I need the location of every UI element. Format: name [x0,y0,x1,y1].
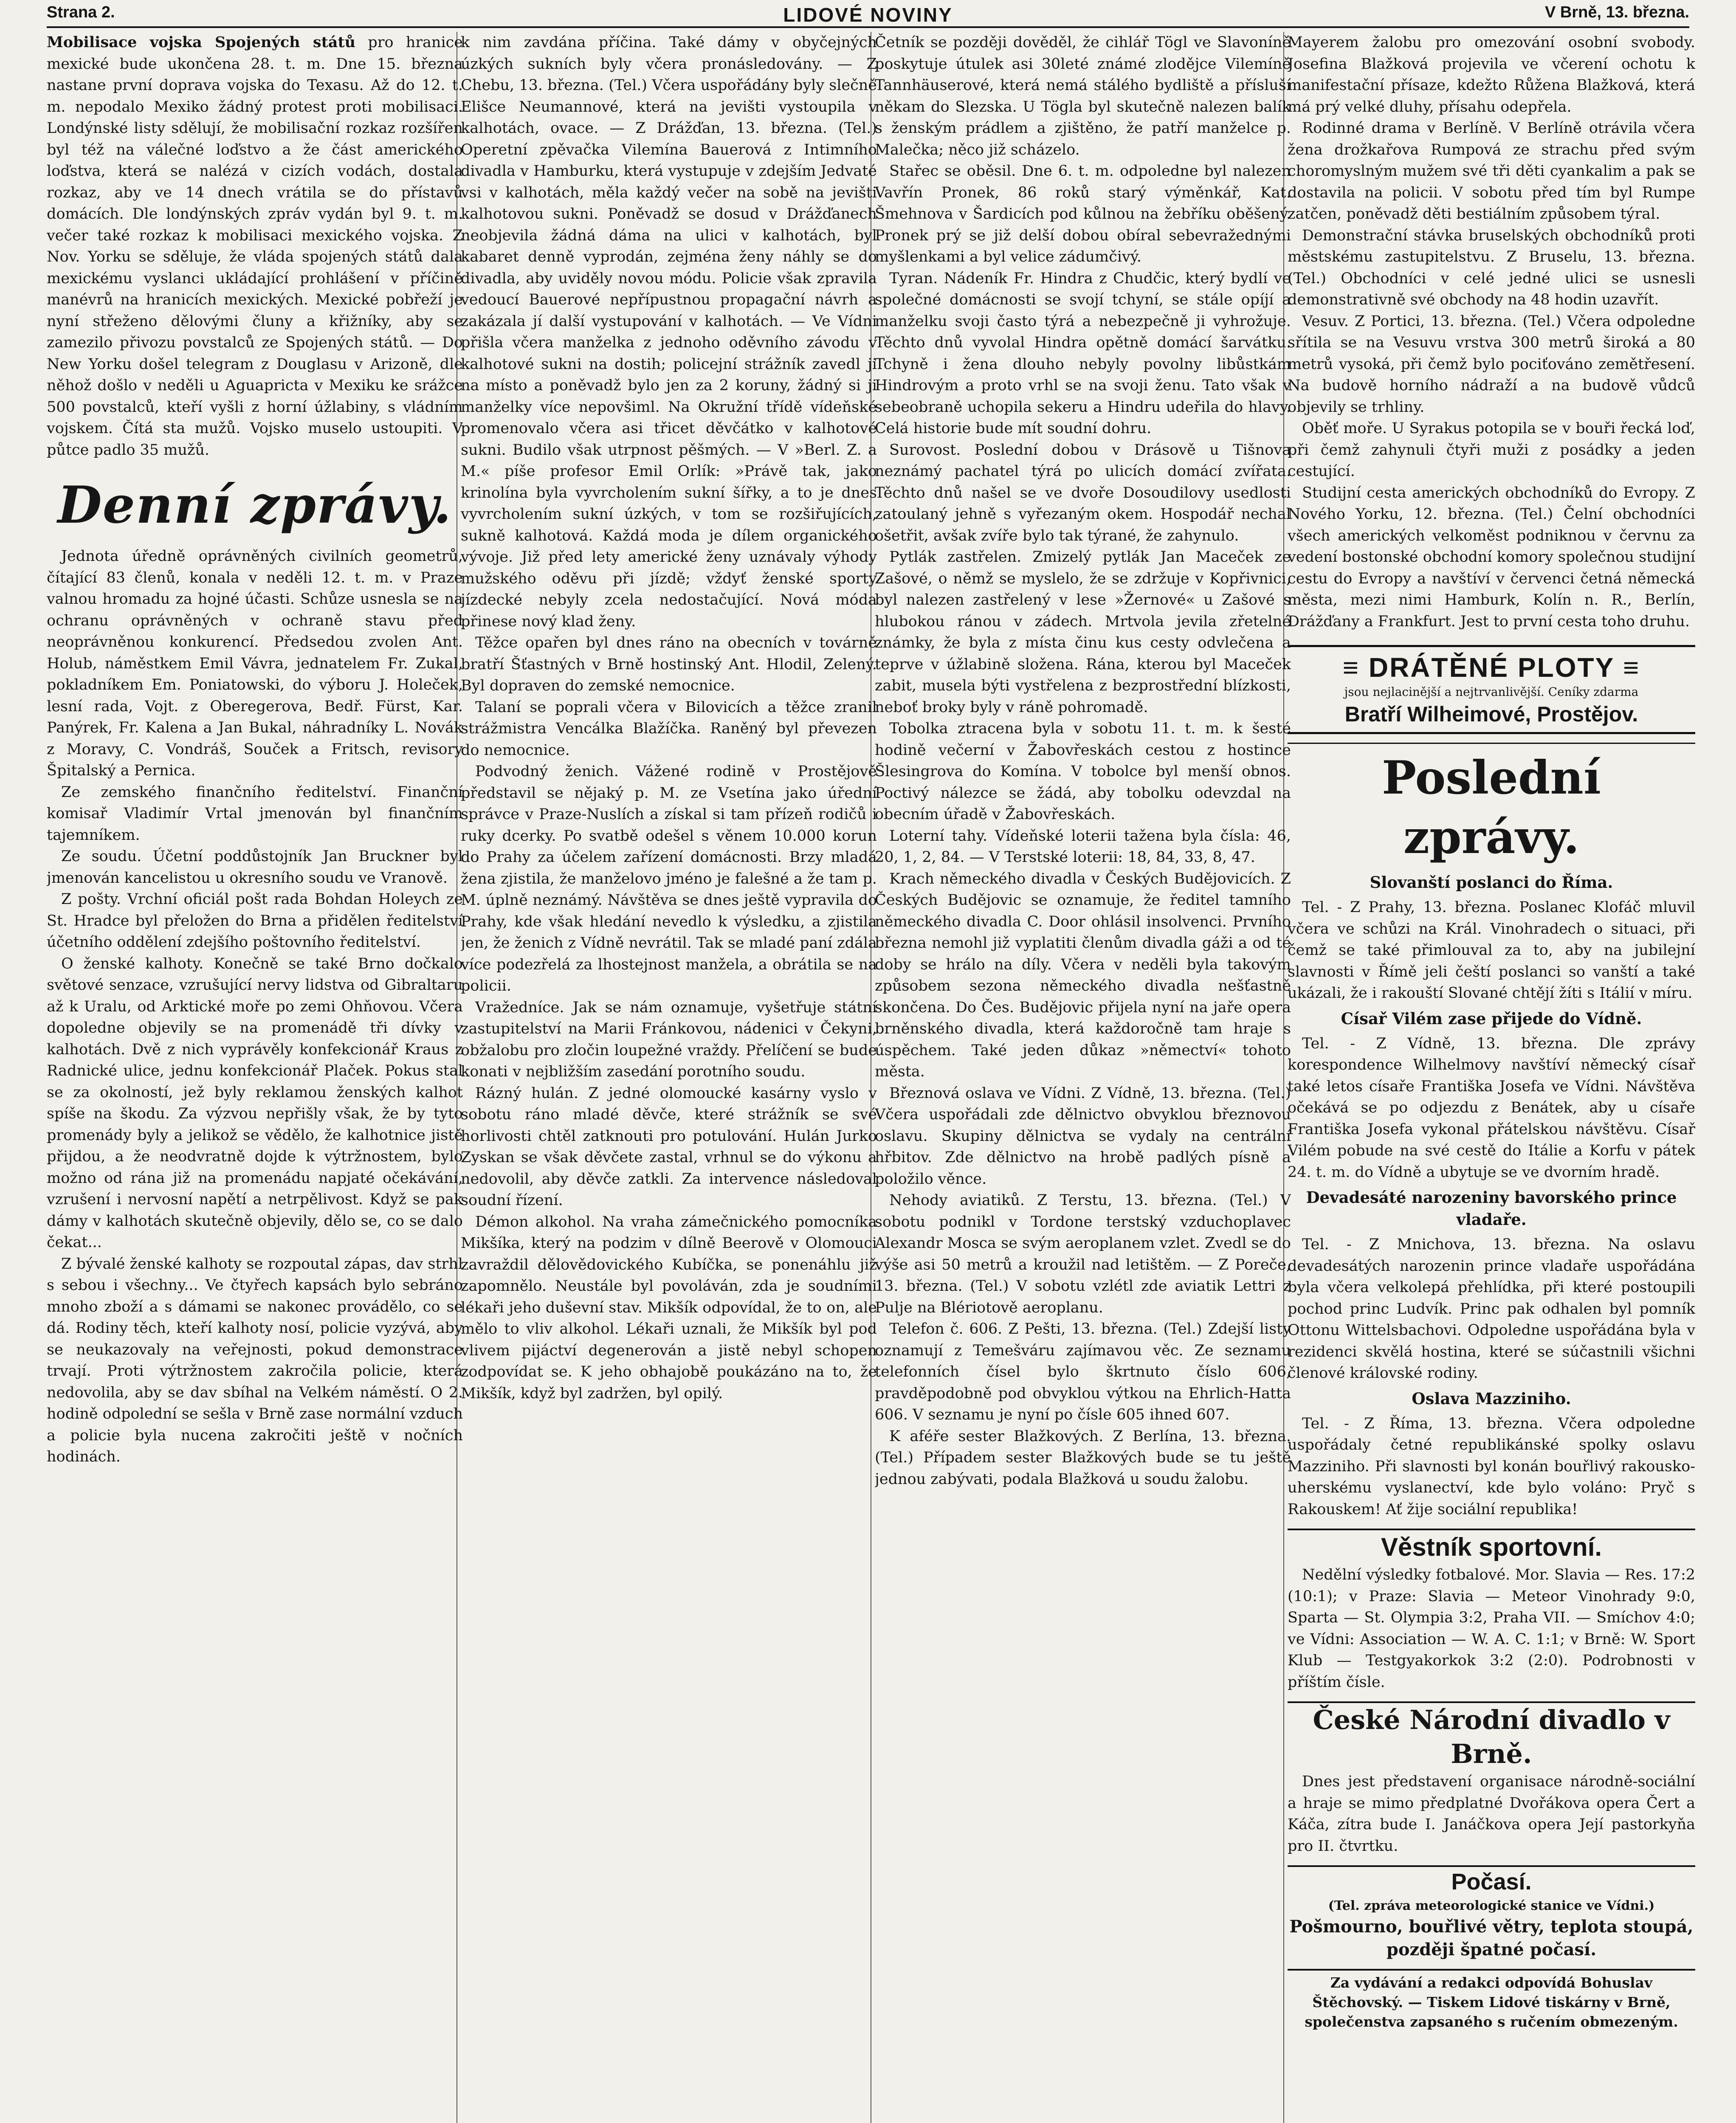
article-text: Démon alkohol. Na vraha zámečnického pomocníka Mikšíka, který na podzim v dílně Beerově v Olomouci zavraždil dělovědovického Kubíčka, se ponenáhlu již zapomnělo. Neustále byl povoláván, zda je soudními lékaři jeho duševní stav. Mikšík odpovídal, že to on, ale mělo to vliv alkohol. Lékaři uznali, že Mikšík byl pod vlivem pijáctví degenerován a jistě nebyl schopen zodpovídat se. K jeho obhajobě poukázáno na to, že Mikšík, když byl zadržen, byl opilý. [461,1213,877,1402]
ad-firm: Bratří Wilheimové, Prostějov. [1344,702,1638,726]
article-text: Demonstrační stávka bruselských obchodníků proti městskému zastupitelstvu. Z Bruselu, 13. března. (Tel.) Obchodníci v celé jedné ulici se usnesli demonstrativně své obchody na 48 hodin uzavřít. [1288,227,1695,308]
article-text: Rodinné drama v Berlíně. V Berlíně otrávila včera žena drožkařova Rumpová ze strachu před svým choromyslným mužem své tři děti cyankalim a pak se dostavila na policii. V sobotu před tím byl Rumpe zatčen, poněvadž děti bestiálním způsobem týral. [1288,120,1695,222]
article-text: Oběť moře. U Syrakus potopila se v bouři řecká loď, při čemž zahynuli čtyři muži z posádky a jeden cestující. [1288,420,1695,480]
advertisement-wire-fences [1288,645,1695,734]
news-headline: Slovanští poslanci do Říma. [1370,873,1613,892]
article-text: Rázný hulán. Z jedné olomoucké kasárny vyslo v sobotu ráno mladé děvče, které strážník se své horlivosti chtěl zatknouti pro potulování. Hulán Jurko Zyskan se však děvčete zastal, vrhnul se do výkonu a nedovolil, aby děvče zatkli. Za intervence následoval soudní řízení. [461,1084,877,1209]
article-text: Studijní cesta amerických obchodníků do Evropy. Z Nového Yorku, 12. března. (Tel.) Čelní obchodníci všech amerických velkoměst podniknou v červnu za vedení bostonské obchodní komory společnou studijní cestu do Evropy a navštíví v červenci četná německá města, mezi nimi Hamburk, Kolín n. R., Berlín, Drážďany a Frankfurt. Jest to první cesta toho druhu. [1288,484,1695,630]
news-headline: Císař Vilém zase přijede do Vídně. [1341,1009,1642,1028]
article-text: Z bývalé ženské kalhoty se rozpoutal zápas, dav strhl s sebou i všechny... Ve čtyřech kapsách bylo sebráno mnoho zboží a s dámami se nakonec provádělo, co se dá. Rodiny těch, kteří kalhoty nosí, policie vyzývá, aby se neukazovaly na veřejnosti, pokud demonstrace trvají. Proti výtržnostem zakročila policie, která nedovolila, aby se dav sbíhal na Velkém náměstí. O 2. hodině odpolední se sešla v Brně zase normální vzduch a policie byla nucena zakročiti ještě v nočních hodinách. [47,1255,463,1465]
column-2 [461,32,877,2123]
ad-title: ≡ DRÁTĚNÉ PLOTY ≡ [1342,652,1640,683]
section-title-weather: Počasí. [1288,1865,1695,1897]
article-text: Telefon č. 606. Z Pešti, 13. března. (Tel.) Zdejší listy oznamují z Temešváru zajímavou věc. Ze seznamu telefonních čísel bylo škrtnuto číslo 606, pravděpodobně pod obvyklou výtkou na Ehrlich-Hatta 606. V seznamu je nyní po čísle 605 ihned 607. [875,1321,1291,1423]
article-text: Jednota úředně oprávněných civilních geometrů, čítající 83 členů, konala v neděli 12. t. m. v Praze valnou hromadu za hojné účasti. Schůze usnesla se na ochranu oprávněných v ochraně stavu před neoprávněnou konkurencí. Předsedou zvolen Ant. Holub, náměstkem Emil Vávra, jednatelem Fr. Zukal, pokladníkem Em. Poniatowski, do výboru J. Holeček, lesní rada, Vojt. z Oberegerova, Bedř. Fürst, Kar. Panýrek, Fr. Kalena a Jan Bukal, náhradníky L. Novák z Moravy, C. Vondráš, Souček a Fritsch, revisory Špitalský a Pernica. [47,548,463,779]
article-text: Ze zemského finančního ředitelství. Finanční komisař Vladimír Vrtal jmenován byl finančním tajemníkem. [47,783,463,844]
section-title-denni-zpravy: Denní zprávy. [57,475,452,535]
imprint: Za vydávání a redakci odpovídá Bohuslav Štěchovský. — Tiskem Lidové tiskárny v Brně, společenstva zapsaného s ručením obmezeným. [1288,1969,1695,2032]
article-text: Tel. - Z Říma, 13. března. Včera odpoledne uspořádaly četné republikánské spolky oslavu Mazziniho. Při slavnosti byl konán bouřlivý rakousko-uherskému vyslanectví, kde bylo voláno: Pryč s Rakouskem! Ať žije sociální republika! [1288,1415,1695,1518]
article-text: Tyran. Nádeník Fr. Hindra z Chudčic, který bydlí ve společné domácnosti se svojí tchyní, se stále opíjí a manželku svoji často týrá a nebezpečně ji vyhrožuje. Těchto dnů vyvolal Hindra opětně domácí šarvátku. Tchyně i žena dlouho nebyly povolny libůstkám Hindrovým a proto vrhl se na svoji ženu. Tato však v sebeobraně uchopila sekeru a Hindru udeřila do hlavy. Celá historie bude mít soudní dohru. [875,270,1291,437]
article-text: Nedělní výsledky fotbalové. Mor. Slavia — Res. 17:2 (10:1); v Praze: Slavia — Meteor Vinohrady 9:0, Sparta — St. Olympia 3:2, Praha VII. — Smíchov 4:0; ve Vídni: Association — W. A. C. 1:1; v Brně: W. Sport Klub — Testgyakorkok 3:2 (2:0). Podrobnosti v příštím čísle. [1288,1566,1695,1691]
article-text: Nehody aviatiků. Z Terstu, 13. března. (Tel.) V sobotu podnikl v Tordone terstský vzduchoplavec Alexandr Mosca se svým aeroplanem vzlet. Zvedl se do výše asi 50 metrů a kroužil nad letištěm. — Z Poreče, 13. března. (Tel.) V sobotu vzlétl zde aviatik Lettri z Pulje na Blériotově aeroplanu. [875,1192,1291,1316]
article-text: Dnes jest představení organisace národně-sociální a hraje se mimo předplatné Dvořákova opera Čert a Káča, zítra bude I. Janáčkova opera Její pastorkyňa pro II. čtvrtku. [1288,1773,1695,1855]
article-text: Těžce opařen byl dnes ráno na obecních v továrně bratří Šťastných v Brně hostinský Ant. Hlodil, Zelený. Byl dopraven do zemské nemocnice. [461,634,877,694]
article-text: Pytlák zastřelen. Zmizelý pytlák Jan Maceček ze Zašové, o němž se myslelo, že se zdržuje v Kopřivnici, byl nalezen zastřelený v lese »Žernové« u Zašové s hlubokou ránou v zádech. Mrtvola jevila zřetelné známky, že byla z místa činu kus cesty odvlečena a teprve v úžlabině složena. Rána, kterou byl Maceček zabit, musela býti vystřelena z bezprostřední blízkosti, neboť broky byly v ráně pohromadě. [875,549,1291,716]
page-number: Strana 2. [47,3,115,21]
header-rule [47,26,1689,28]
column-1 [47,32,463,2123]
article-text: Březnová oslava ve Vídni. Z Vídně, 13. března. (Tel.) Včera uspořádali zde dělnictvo obvyklou březnovou oslavu. Skupiny dělnictva se vydaly na centrální hřbitov. Zde dělnictvo na hrobě padlých písně a položilo věnce. [875,1084,1291,1188]
article-text: Ze soudu. Účetní poddůstojník Jan Bruckner byl jmenován kancelistou u okresního soudu ve Vranově. [47,848,463,887]
article-text: K aféře sester Blažkových. Z Berlína, 13. března. (Tel.) Případem sester Blažkových bude se tu ještě jednou zabývati, podala Blažková u soudu žalobu. [875,1428,1291,1488]
article-text: Tel. - Z Vídně, 13. března. Dle zprávy korespondence Wilhelmovy navštíví německý císař také letos císaře Františka Josefa ve Vídni. Návštěva očekává se po odjezdu z Benátek, aby u císaře Františka Josefa vykonal přátelskou návštěvu. Císař Vilém pobude na své cestě do Itálie a Korfu v pátek 24. t. m. do Vídně a ubytuje se ve dvorním hradě. [1288,1035,1695,1181]
article-text: k nim zavdána příčina. Také dámy v obyčejných úzkých sukních byly včera pronásledovány. — Z Chebu, 13. března. (Tel.) Včera uspořádány byly slečně Elišce Neumannové, která na jevišti vystoupila v kalhotách, ovace. — Z Drážďan, 13. března. (Tel.) Operetní zpěvačka Vilemína Bauerová z Intimního divadla v Hamburku, která vystupuje v zdejším Jedvaté vsi v kalhotách, měla každý večer na sobě na jevišti kalhotovou sukni. Poněvadž se dosud v Drážďanech neobjevila žádná dáma na ulici v kalhotách, byl kabaret denně vyprodán, zejména ženy náhly se do divadla, aby uviděly novou módu. Policie však zpravila vedoucí Bauerové nepřípustnou propagační návrh a zakázala jí další vystupování v kalhotách. — Ve Vídni přišla včera manželka z jednoho oděvního závodu v kalhotové sukni na dostih; policejní strážník zavedl ji na místo a poněvadž bylo jen za 2 koruny, žádný si ji manželky více nepovšiml. Na Okružní třídě vídeňské promenovalo včera asi třicet děvčátko v kalhotové sukni. Budilo však utrpnost pěšmých. — V »Berl. Z. a M.« píše profesor Emil Orlík: »Právě tak, jako krinolína byla vyvrcholením sukní šířky, a to je dnes vyvrcholením sukní úzkých, v tom se rozšiřujících, sukně kalhotová. Každá moda je dílem organického vývoje. Již před lety americké ženy uznávaly výhody mužského oděvu při jízdě; vždyť ženské sporty jízdecké nebyly zcela nedostačující. Nová móda přinese nový klad ženy. [461,34,877,630]
article-text: Z pošty. Vrchní oficiál pošt rada Bohdan Holeych ze St. Hradce byl přeložen do Brna a přidělen ředitelství účetního oddělení zdejšího poštovního ředitelství. [47,891,463,951]
article-text: Vesuv. Z Portici, 13. března. (Tel.) Včera odpoledne sřítila se na Vesuvu vrstva 300 metrů široká a 80 metrů vysoká, při čemž bylo pociťováno zemětřesení. Na budově horního nádraží a na budově vůdců objevily se trhliny. [1288,313,1695,416]
article-text: Surovost. Poslední dobou v Drásově u Tišnova neznámý pachatel týrá po ulicích domácí zvířata. Těchto dnů našel se ve dvoře Dosoudilovy usedlosti zatoulaný jehně s vyřezaným okem. Hospodář nechal ošetřit, avšak zvíře bylo tak týrané, že zahynulo. [875,441,1291,544]
section-title-posledni-zpravy: Poslední zprávy. [1288,743,1695,867]
article-text: Tel. - Z Mnichova, 13. března. Na oslavu devadesátých narozenin prince vladaře uspořádána byla včera velkolepá přehlídka, při které postoupili pochod princ Ludvík. Princ pak odhalen byl pomník Ottonu Wittelsbachovi. Odpoledne uspořádána byla v rezidenci skvělá hostina, které se súčastnili všichni členové královské rodiny. [1288,1236,1695,1382]
column-4 [1288,32,1695,2123]
article-text: Mayerem žalobu pro omezování osobní svobody. Josefina Blažková projevila ve včerení ochotu k manifestační přísaze, kdežto Růžena Blažková, která má prý velké dluhy, přísahu odepřela. [1288,34,1695,115]
article-text: O ženské kalhoty. Konečně se také Brno dočkalo světové senzace, vzrušující nervy lidstva od Gibraltaru až k Uralu, od Arktické moře po zemi Ohňovou. Včera dopoledne objevily se na promenádě tři dívky v kalhotách. Dvě z nich vyprávěly konfekcionář Kraus z Radnické ulice, jednu konfekcionář Plaček. Pokus stal se za okolností, jež byly reklamou ženských kalhot spíše na škodu. Za výzvou nepřišly však, že by tyto promenády byly a jelikož se vědělo, že kalhotnice jistě přijdou, a že neodvratně dojde k výtržnostem, bylo možno od rána již na promenádu napjaté očekávání, vzrušení i nervosní napětí a netrpělivost. Když se pak dámy v kalhotách skutečně objevily, dělo se, co se dalo čekat... [47,955,463,1251]
article-text: pro hranice mexické bude ukončena 28. t. m. Dne 15. března nastane první doprava vojska do Texasu. Až do 12. t. m. nepodalo Mexiko žádný protest proti mobilisaci. Londýnské listy sdělují, že mobilisační rozkaz rozšířen byl též na válečné loďstvo a že část amerického loďstva, která se nalézá v cizích vodách, dostala rozkaz, aby ve 14 dnech vrátila se do přístavů domácích. Dle londýnských zpráv vydán byl 9. t. m. večer také rozkaz k mobilisaci mexického vojska. Z Nov. Yorku se sděluje, že vláda spojených států dala mexickému vyslanci ukládající prohlášení v příčině manévrů na hranicích mexických. Mexické pobřeží je nyní střeženo dělovými čluny a křižníky, aby se zamezilo přivozu povstalců ze Spojených států. — Do New Yorku došel telegram z Douglasu v Arizoně, dle něhož došlo v neděli u Aguapricta v Mexiku ke srážce 500 povstalců, kteří vyšli z horní úžlabiny, s vládním vojskem. Čítá sta mužů. Vojsko muselo ustoupiti. V půtce padlo 35 mužů. [47,34,463,459]
column-3 [875,32,1291,2123]
ad-text: jsou nejlacinější a nejtrvanlivější. Ceníky zdarma [1344,685,1639,699]
article-text: Podvodný ženich. Vážené rodině v Prostějově představil se nějaký p. M. ze Vsetína jako úřední správce v Praze-Nuslích a získal si tam přízeň rodičů i ruky dcerky. Po svatbě odešel s věnem 10.000 korun do Prahy za účelem zařízení domácnosti. Brzy mladá žena zjistila, že manželovo jméno je falešné a že tam p. M. úplně neznámý. Návštěva se dnes ještě vypravila do Prahy, kde však hledání nevedlo k výsledku, a zjistila jen, že ženich z Vídně nevrátil. Tak se mladé paní zdála více podezřelá za lhostejnost manžela, a obrátila se na policii. [461,763,877,994]
article-text: Tobolka ztracena byla v sobotu 11. t. m. k šesté hodině večerní v Žabovřeskách cestou z hostince Šlesingrova do Komína. V tobolce byl menší obnos. Poctivý nálezce se žádá, aby tobolku odevzdal na obecním úřadě v Žabovřeskách. [875,720,1291,823]
news-headline: Oslava Mazziniho. [1412,1389,1571,1408]
article-text: Vražedníce. Jak se nám oznamuje, vyšetřuje státní zastupitelství na Marii Fránkovou, nádenici v Čekyni, obžalobu pro zločin loupežné vraždy. Přelíčení se bude konati v nejbližším zasedání porotního soudu. [461,999,877,1080]
article-text: Loterní tahy. Vídeňské loterii tažena byla čísla: 46, 20, 1, 2, 84. — V Terstské loterii: 18, 84, 33, 8, 47. [875,827,1291,866]
news-headline: Devadesáté narozeniny bavorského prince vladaře. [1306,1188,1677,1229]
weather-source: (Tel. zpráva meteorologické stanice ve Vídni.) [1328,1898,1655,1913]
section-title-sport: Věstník sportovní. [1288,1529,1695,1564]
article-text: Četník se později dověděl, že cihlář Tögl ve Slavoníně poskytuje útulek asi 30leté známé zlodějce Vilemíně Tannhäuserové, která nemá stálého bydliště a přísluší někam do Slezska. U Tögla byl skutečně nalezen balík s ženským prádlem a zjištěno, že patří manželce p. Malečka; něco již scházelo. [875,34,1291,158]
article-headline: Mobilisace vojska Spojených států [47,34,356,51]
weather-text: Pošmourno, bouřlivé větry, teplota stoupá, později špatné počasí. [1289,1917,1694,1960]
article-text: Stařec se oběsil. Dne 6. t. m. odpoledne byl nalezen Vavřín Pronek, 86 roků starý výměnkář, Kat. Šmehnova v Šardicích pod kůlnou na žebříku oběšený. Pronek prý se již delší dobou obíral sebevražednými myšlenkami a byl velice zádumčivý. [875,163,1291,265]
article-text: Talaní se poprali včera v Bilovicích a těžce zranil strážmistra Vencálka Blažíčka. Raněný byl převezen do nemocnice. [461,698,877,759]
masthead: LIDOVÉ NOVINY [783,4,953,26]
issue-date: V Brně, 13. března. [1544,3,1689,21]
article-text: Tel. - Z Prahy, 13. března. Poslanec Klofáč mluvil včera ve schůzi na Král. Vinohradech o situaci, při čemž se také přimlouval za to, aby na jubilejní slavnosti v Římě jeli čeští poslanci so vanští a také ukázali, že i rakouští Slované chtějí žíti s Itálií v míru. [1288,899,1695,1002]
article-text: Krach německého divadla v Českých Budějovicích. Z Českých Budějovic se oznamuje, že ředitel tamního německého divadla C. Door ohlásil insolvenci. Prvního března nemohl již vyplatiti členům divadla gáži a od té doby se hrálo na díly. Včera v neděli byla takovým způsobem sezona německého divadla nešťastně skončena. Do Čes. Budějovic přijela nyní na jaře opera brněnského divadla, která každoročně tam hraje s úspěchem. Také jeden důkaz »němectví« tohoto města. [875,870,1291,1080]
section-title-theatre: České Národní divadlo v Brně. [1288,1701,1695,1771]
page-header [47,3,1689,29]
